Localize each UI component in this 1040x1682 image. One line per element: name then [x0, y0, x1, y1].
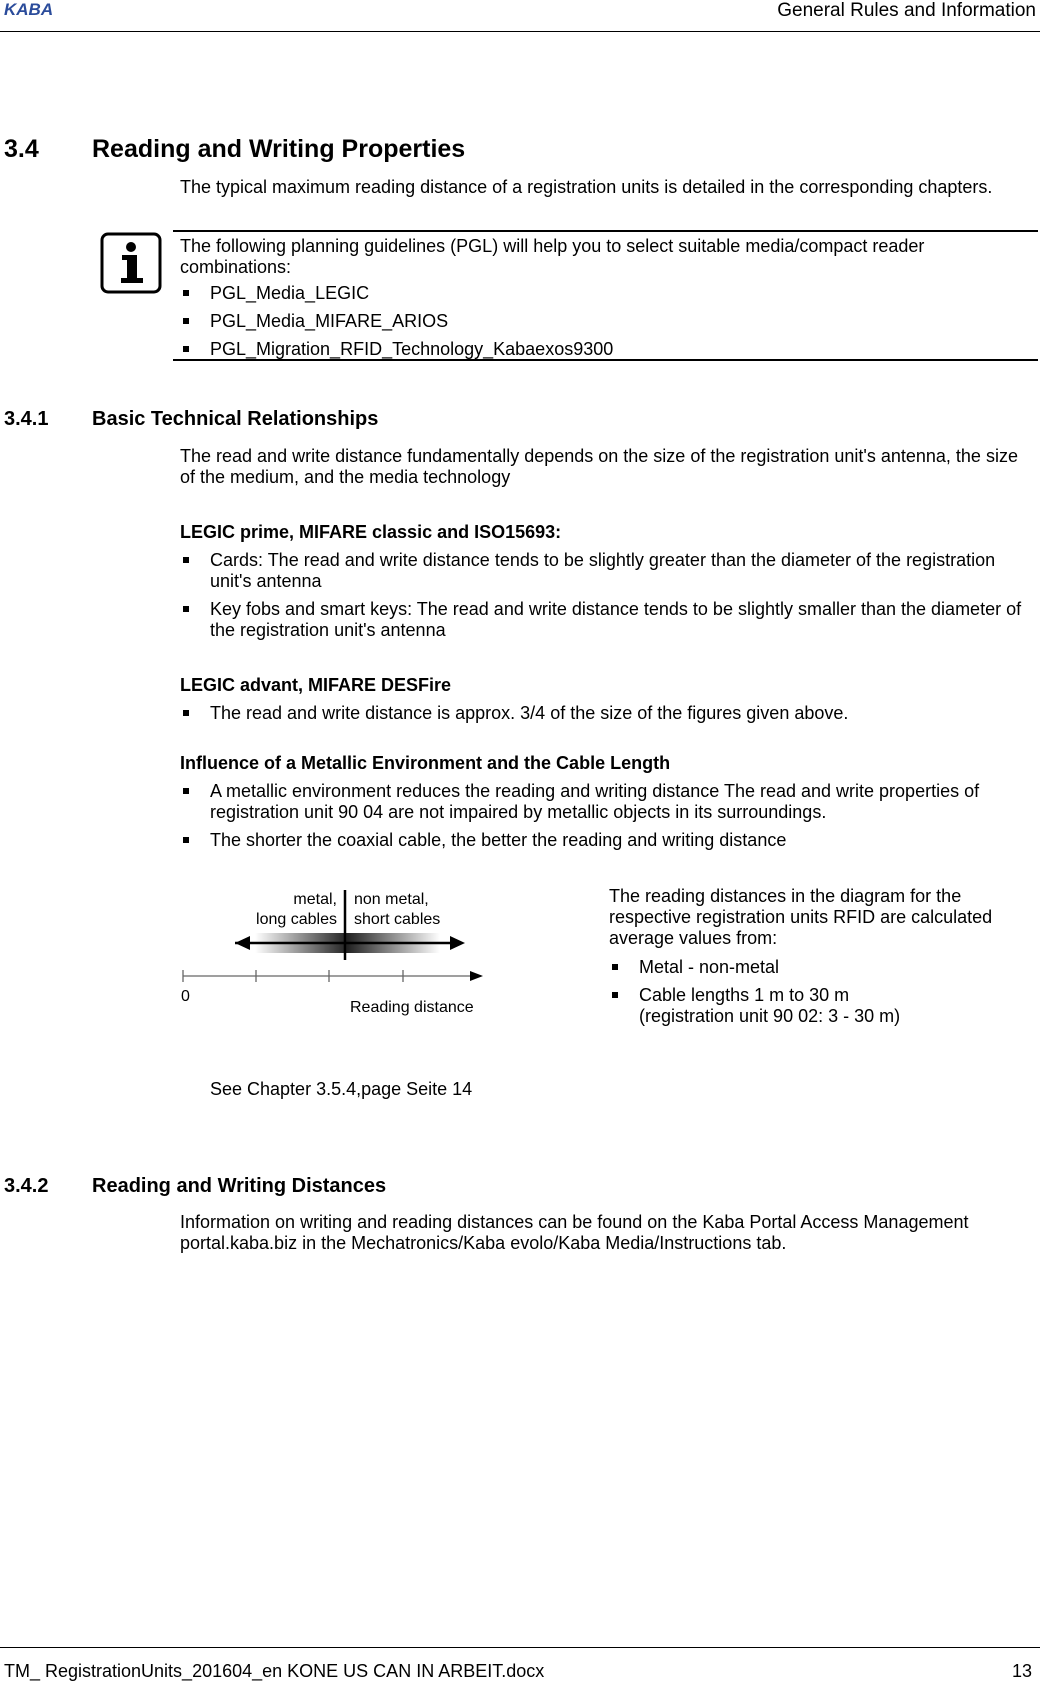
header-divider: [0, 31, 1040, 32]
note-list: [180, 283, 1030, 360]
group-list: [180, 550, 1035, 641]
subsection-text: Information on writing and reading distances can be found on the Kaba Portal Access Management portal.kaba.biz in the Mechatronics/Kaba evolo/Kaba Media/Instructions tab.: [180, 1212, 969, 1253]
axis-title: Reading distance: [350, 999, 474, 1016]
label-long-cables: long cables: [256, 911, 337, 928]
subsection-title: Reading and Writing Distances: [92, 1175, 387, 1197]
page-number: 13: [1011, 1661, 1032, 1681]
group-item: The shorter the coaxial cable, the better the reading and writing distance: [180, 830, 1035, 851]
diagram-values-list: [609, 957, 1029, 1006]
diagram-description: The reading distances in the diagram for the respective registration units RFID are calculated average values from:: [609, 886, 993, 948]
group-item: Cards: The read and write distance tends to be slightly greater than the diameter of the registration unit's antenna: [180, 550, 1035, 592]
label-short-cables: short cables: [354, 911, 441, 928]
value-item-note: (registration unit 90 02: 3 - 30 m): [639, 1006, 901, 1026]
note-item: PGL_Media_MIFARE_ARIOS: [180, 311, 1030, 332]
subsection-number: 3.4.2: [4, 1175, 49, 1197]
footer-divider: [0, 1647, 1040, 1648]
kaba-logo: [3, 0, 83, 23]
right-arrowhead: [450, 936, 465, 950]
group-heading: Influence of a Metallic Environment and the Cable Length: [180, 753, 671, 773]
group-list: [180, 781, 1035, 851]
note-bottom-rule: [173, 359, 1038, 361]
subsection-number: 3.4.1: [4, 408, 49, 430]
axis-arrowhead: [470, 971, 483, 981]
group-list: [180, 703, 1035, 724]
group-item: A metallic environment reduces the reading and writing distance The read and write properties of registration unit 90 04 are not impaired by metallic objects in its surroundings.: [180, 781, 1035, 823]
group-item: Key fobs and smart keys: The read and write distance tends to be slightly smaller than the diameter of the registration unit's antenna: [180, 599, 1035, 641]
label-metal: metal,: [293, 891, 337, 908]
section-intro: The typical maximum reading distance of a registration units is detailed in the corresponding chapters.: [180, 177, 993, 197]
group-heading: LEGIC prime, MIFARE classic and ISO15693:: [180, 522, 562, 542]
note-text: The following planning guidelines (PGL) will help you to select suitable media/compact reader combinations:: [180, 236, 925, 277]
note-top-rule: [173, 230, 1038, 232]
logo-text: KABA: [4, 0, 54, 18]
reading-distance-diagram: [180, 880, 490, 1020]
note-item: PGL_Migration_RFID_Technology_Kabaexos9300: [180, 339, 1030, 360]
value-item: Metal - non-metal: [609, 957, 1029, 978]
left-arrowhead: [235, 936, 250, 950]
note-item: PGL_Media_LEGIC: [180, 283, 1030, 304]
section-title: Reading and Writing Properties: [92, 135, 466, 163]
footer-document-name: TM_ RegistrationUnits_201604_en KONE US CAN IN ARBEIT.docx: [4, 1661, 545, 1681]
info-icon: [100, 232, 162, 294]
value-item: Cable lengths 1 m to 30 m: [609, 985, 1029, 1006]
subsection-intro: The read and write distance fundamentally depends on the size of the registration unit's antenna, the size of the medium, and the media technology: [180, 446, 1018, 487]
subsection-title: Basic Technical Relationships: [92, 408, 379, 430]
chapter-reference: See Chapter 3.5.4,page Seite 14: [210, 1079, 473, 1099]
group-heading: LEGIC advant, MIFARE DESFire: [180, 675, 452, 695]
group-item: The read and write distance is approx. 3/4 of the size of the figures given above.: [180, 703, 1035, 724]
label-non-metal: non metal,: [354, 891, 429, 908]
axis-zero-label: 0: [181, 988, 190, 1005]
section-number: 3.4: [4, 135, 39, 163]
header-title: General Rules and Information: [777, 0, 1036, 21]
